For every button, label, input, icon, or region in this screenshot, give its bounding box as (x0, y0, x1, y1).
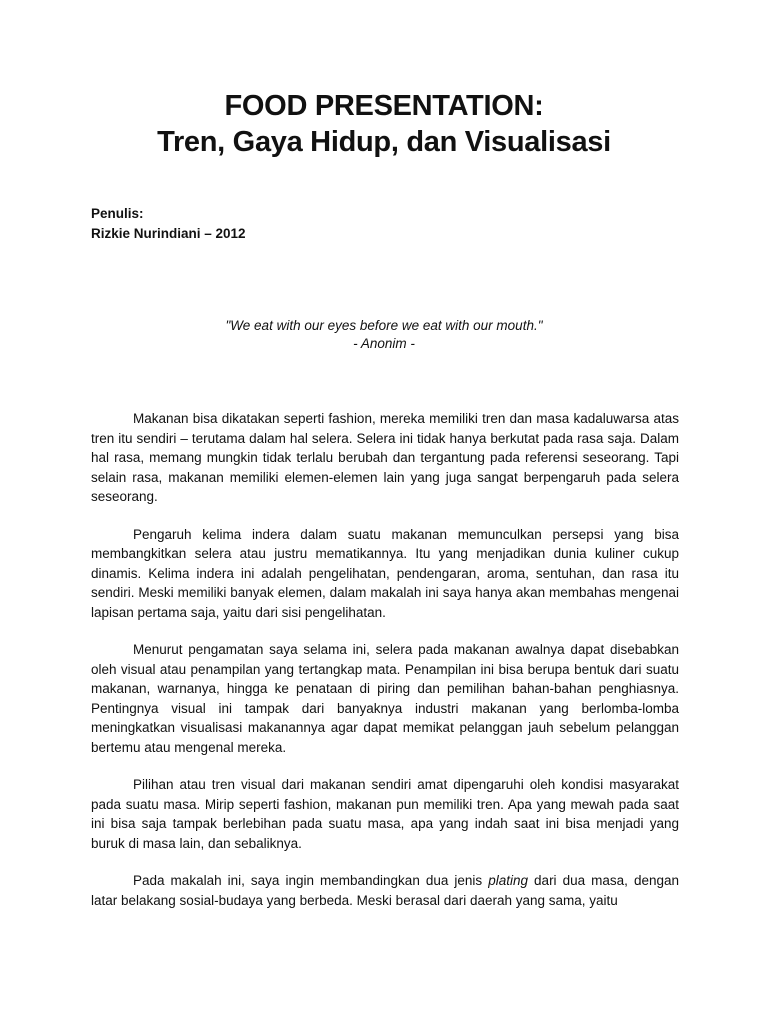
title-line-1: FOOD PRESENTATION: (224, 90, 544, 122)
epigraph-quote (0, 317, 768, 353)
document-title (0, 88, 768, 160)
paragraph-5-end: dari dua masa, dengan latar belakang sosial-budaya yang berbeda. Meski berasal dari daerah yang sama, yaitu (91, 873, 679, 908)
paragraph-2: Pengaruh kelima indera dalam suatu makanan memunculkan persepsi yang bisa membangkitkan selera atau justru mematikannya. Itu yang menjadikan dunia kuliner cukup dinamis. Kelima indera ini adalah pengelihatan, pendengaran, aroma, sentuhan, dan rasa itu sendiri. Meski memiliki banyak elemen, dalam makalah ini saya hanya akan membahas mengenai lapisan pertama saja, yaitu dari sisi pengelihatan. (91, 526, 679, 620)
quote-attribution: - Anonim - (353, 336, 415, 351)
author-name: Rizkie Nurindiani – 2012 (91, 226, 246, 241)
plating-term: plating (488, 873, 529, 888)
paragraph-1: Makanan bisa dikatakan seperti fashion, mereka memiliki tren dan masa kadaluwarsa atas tren itu sendiri – terutama dalam hal selera. Selera ini tidak hanya berkutat pada rasa saja. Dalam hal rasa, memang mungkin tidak terlalu berubah dan tergantung pada referensi seseorang. Tapi selain rasa, makanan memiliki elemen-elemen lain yang juga sangat berpengaruh pada selera seseorang. (91, 411, 679, 504)
author-label: Penulis: (91, 206, 144, 221)
paragraph-4: Pilihan atau tren visual dari makanan sendiri amat dipengaruhi oleh kondisi masyarakat pada suatu masa. Mirip seperti fashion, makanan pun memiliki tren. Apa yang mewah pada saat ini bisa saja tampak berlebihan pada suatu masa, apa yang indah saat ini bisa menjadi yang buruk di masa lain, dan sebaliknya. (91, 777, 679, 851)
paragraph-3: Menurut pengamatan saya selama ini, selera pada makanan awalnya dapat disebabkan oleh visual atau penampilan yang tertangkap mata. Penampilan ini bisa berupa bentuk dari suatu makanan, warnanya, hingga ke penataan di piring dan pemilihan bahan-bahan penghiasnya. Pentingnya visual ini tampak dari banyaknya industri makanan yang berlomba-lomba meningkatkan visualisasi makanannya agar dapat memikat pelanggan jauh sebelum pelanggan bertemu atau mengenal mereka. (91, 642, 679, 755)
paragraph-5 (91, 871, 679, 910)
author-block (91, 204, 246, 244)
title-line-2: Tren, Gaya Hidup, dan Visualisasi (157, 126, 611, 158)
body-text (91, 409, 679, 910)
quote-text: "We eat with our eyes before we eat with our mouth." (225, 318, 543, 333)
paragraph-5-start: Pada makalah ini, saya ingin membandingkan dua jenis (133, 873, 489, 888)
